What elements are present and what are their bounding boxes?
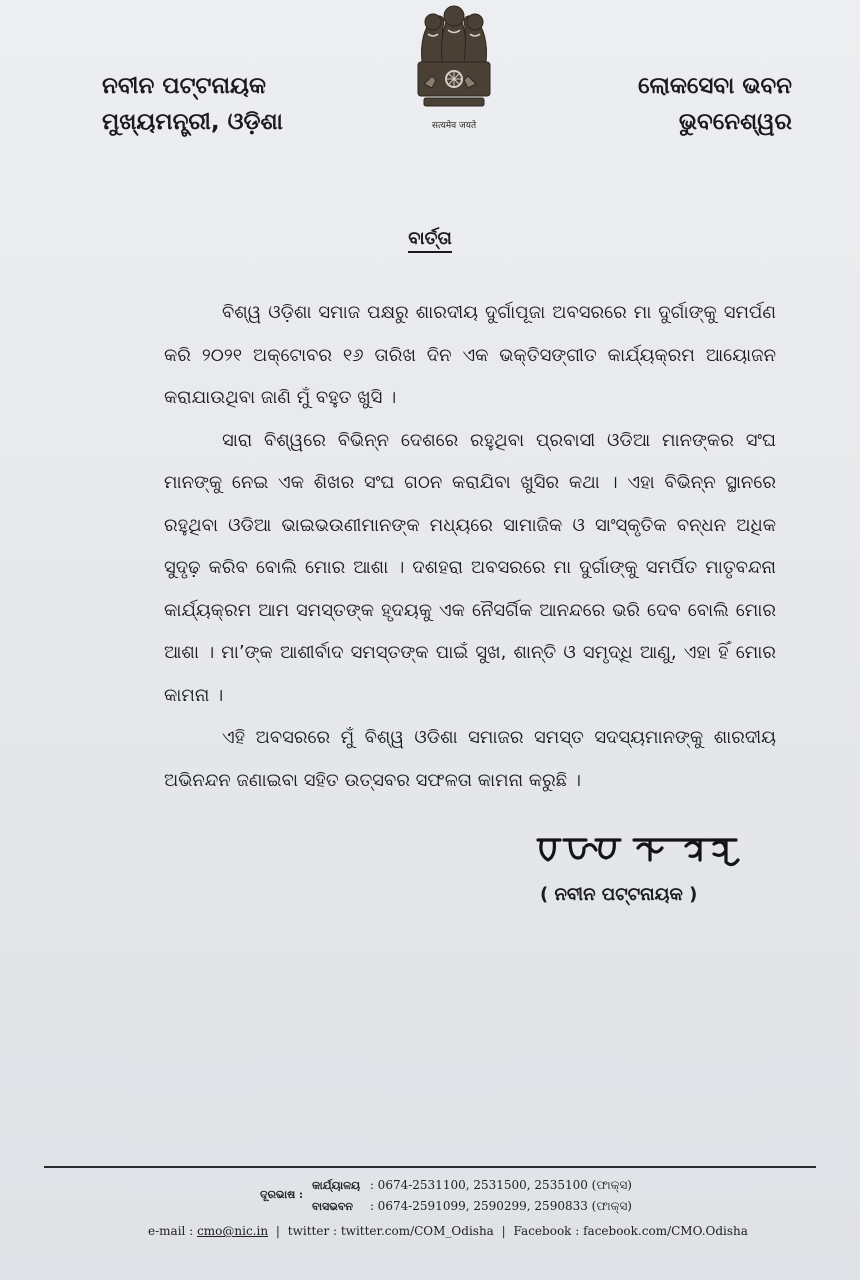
office-phone-row <box>312 1178 632 1193</box>
body-paragraph: ସାରା ବିଶ୍ୱରେ ବିଭିନ୍ନ ଦେଶରେ ରହୁଥିବା ପ୍ରବାସୀ ଓଡିଆ ମାନଙ୍କର ସଂଘ ମାନଙ୍କୁ ନେଇ ଏକ ଶିଖର ସଂଘ ଗଠନ କରାଯିବା ଖୁସିର କଥା । ଏହା ବିଭିନ୍ନ ସ୍ଥାନରେ ରହୁଥିବା ଓଡିଆ ଭାଇଭଉଣୀମାନଙ୍କ ମଧ୍ୟରେ ସାମାଜିକ ଓ ସାଂସ୍କୃତିକ ବନ୍ଧନ ଅଧିକ ସୁଦୃଢ଼ କରିବ ବୋଲି ମୋର ଆଶା । ଦଶହରା ଅବସରରେ ମା ଦୁର୍ଗାଙ୍କୁ ସମର୍ପିତ ମାତୃବନ୍ଦନା କାର୍ଯ୍ୟକ୍ରମ ଆମ ସମସ୍ତଙ୍କ ହୃଦୟକୁ ଏକ ନୈସର୍ଗିକ ଆନନ୍ଦରେ ଭରି ଦେବ ବୋଲି ମୋର ଆଶା । ମା’ଙ୍କ ଆଶୀର୍ବାଦ ସମସ୍ତଙ୍କ ପାଇଁ ସୁଖ, ଶାନ୍ତି ଓ ସମୃଦ୍ଧି ଆଣୁ, ଏହା ହିଁ ମୋର କାମନା । <box>164 429 776 706</box>
footer-divider <box>44 1166 816 1168</box>
body-paragraph: ଏହି ଅବସରରେ ମୁଁ ବିଶ୍ୱ ଓଡିଶା ସମାଜର ସମସ୍ତ ସଦସ୍ୟମାନଙ୍କୁ ଶାରଦୀୟ ଅଭିନନ୍ଦନ ଜଣାଇବା ସହିତ ଉତ୍ସବର ସଫଳତା କାମନା କରୁଛି । <box>164 727 776 791</box>
residence-phone-label: ବାସଭବନ <box>312 1200 353 1213</box>
office-phone-numbers: : 0674-2531100, 2531500, 2535100 (ଫାକ୍ସ) <box>369 1178 632 1192</box>
handwritten-signature <box>530 826 750 872</box>
facebook-link[interactable]: Facebook : facebook.com/CMO.Odisha <box>513 1224 748 1238</box>
residence-phone-numbers: : 0674-2591099, 2590299, 2590833 (ଫାକ୍ସ) <box>369 1199 632 1213</box>
twitter-link[interactable]: twitter : twitter.com/COM_Odisha <box>287 1224 494 1238</box>
residence-phone-row <box>312 1199 632 1214</box>
sender-name: ନବୀନ ପଟ୍ଟନାୟକ <box>102 73 266 99</box>
sender-title: ମୁଖ୍ୟମନ୍ତ୍ରୀ, ଓଡ଼ିଶା <box>102 109 283 135</box>
subject-text: ବାର୍ତ୍ତା <box>408 228 452 253</box>
svg-text:सत्यमेव जयते: सत्यमेव जयते <box>431 121 477 131</box>
email-link[interactable]: cmo@nic.in <box>197 1224 269 1238</box>
email-label: e-mail : <box>148 1224 194 1238</box>
office-block <box>638 68 792 140</box>
sender-block <box>102 68 283 140</box>
contact-line <box>148 1224 748 1238</box>
office-city: ଭୁବନେଶ୍ୱର <box>678 109 792 135</box>
office-phone-label: କାର୍ଯ୍ୟାଳୟ <box>312 1179 361 1192</box>
national-emblem-icon <box>414 4 494 138</box>
separator: | <box>501 1224 506 1238</box>
office-name: ଲୋକସେବା ଭବନ <box>637 73 792 99</box>
phone-label: ଦୂରଭାଷ : <box>260 1188 304 1201</box>
letter-body <box>164 292 776 802</box>
signatory-name: ( ନବୀନ ପଟ୍ଟନାୟକ ) <box>540 884 698 905</box>
separator: | <box>275 1224 280 1238</box>
letter-subject <box>0 228 860 249</box>
body-paragraph: ବିଶ୍ୱ ଓଡ଼ିଶା ସମାଜ ପକ୍ଷରୁ ଶାରଦୀୟ ଦୁର୍ଗାପୂଜା ଅବସରରେ ମା ଦୁର୍ଗାଙ୍କୁ ସମର୍ପଣ କରି ୨୦୨୧ ଅକ୍ଟୋବର ୧୬ ତାରିଖ ଦିନ ଏକ ଭକ୍ତିସଙ୍ଗୀତ କାର୍ଯ୍ୟକ୍ରମ ଆୟୋଜନ କରାଯାଉଥିବା ଜାଣି ମୁଁ ବହୁତ ଖୁସି । <box>164 302 776 408</box>
